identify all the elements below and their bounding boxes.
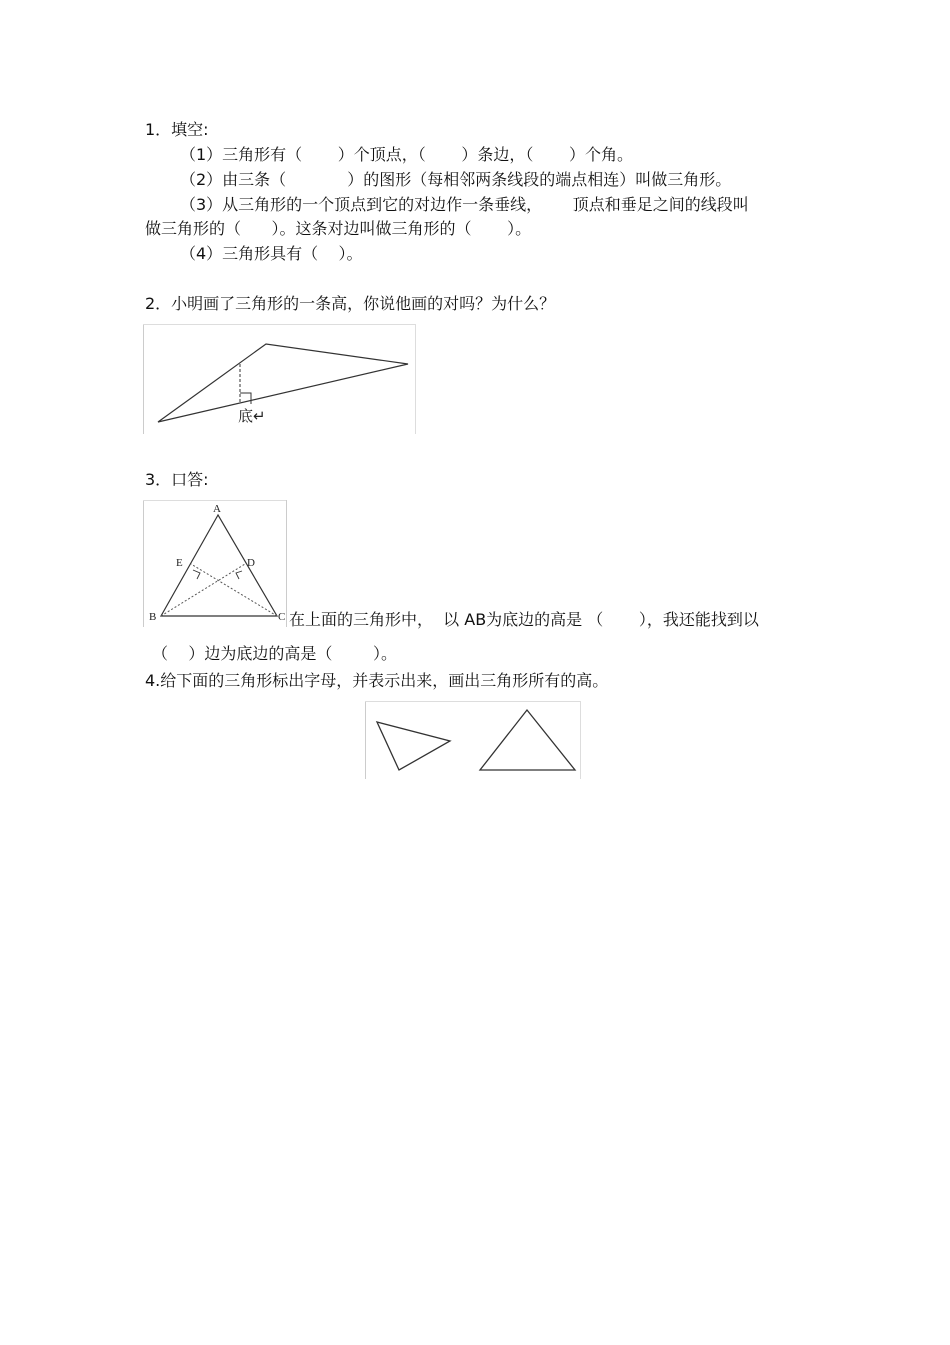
q4-figure (365, 701, 581, 779)
q4-title: 4.给下面的三角形标出字母，并表示出来，画出三角形所有的高。 (145, 671, 609, 690)
height-ce (191, 564, 277, 616)
base-label: 底↵ (238, 407, 266, 425)
q1-item-2: （2）由三条（ ）的图形（每相邻两条线段的端点相连）叫做三角形。 (180, 170, 732, 189)
q3-title: 3．口答: (145, 470, 209, 489)
isosceles-triangle-with-heights (143, 500, 287, 627)
label-a: A (213, 503, 221, 515)
label-e: E (176, 557, 183, 569)
q2-title: 2．小明画了三角形的一条高，你说他画的对吗？为什么？ (145, 294, 556, 313)
q3-text-line-1: 在上面的三角形中， 以 AB为底边的高是 （ ），我还能找到以 (289, 610, 759, 629)
q1-item-3-line-1: （3）从三角形的一个顶点到它的对边作一条垂线， 顶点和垂足之间的线段叫 (180, 195, 749, 214)
label-b: B (149, 611, 157, 623)
label-c: C (278, 611, 286, 623)
q1-item-4: （4）三角形具有（ ）。 (180, 244, 363, 263)
triangle-outline (158, 344, 408, 422)
obtuse-triangle-diagram (143, 324, 416, 434)
q1-item-1: （1）三角形有（ ）个顶点，（ ）条边，（ ）个角。 (180, 145, 633, 164)
two-triangles-diagram (365, 701, 581, 779)
right-angle-mark-d (236, 571, 242, 579)
q2-figure (143, 324, 416, 434)
q3-figure (143, 500, 287, 627)
q1-item-3-line-2: 做三角形的（ ）。这条对边叫做三角形的（ ）。 (145, 219, 532, 238)
right-angle-mark-e (193, 570, 200, 579)
q3-text-line-2: （ ）边为底边的高是（ ）。 (152, 644, 398, 663)
label-d: D (247, 557, 255, 569)
triangle-right (480, 710, 575, 770)
triangle-left (377, 722, 450, 770)
height-bd (161, 564, 245, 616)
q1-title: 1．填空: (145, 120, 209, 139)
